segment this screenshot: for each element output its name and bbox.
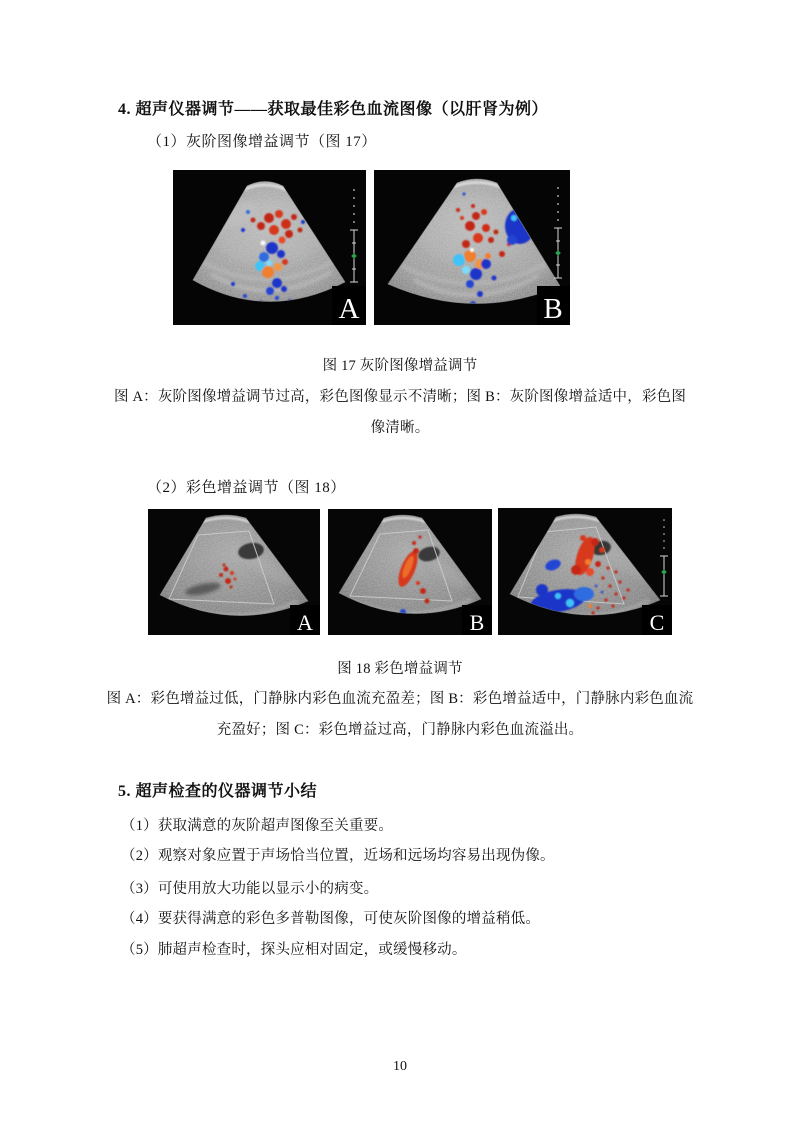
- figure17-caption: 图 17 灰阶图像增益调节: [322, 358, 478, 374]
- panel-label-box: [537, 286, 570, 325]
- panel-label-box: [332, 286, 366, 325]
- ultrasound-image-fig18-a: [148, 509, 320, 635]
- page-number: 10: [393, 1059, 407, 1074]
- ultrasound-image-fig17-b: [374, 170, 570, 325]
- section5-heading: 5. 超声检查的仪器调节小结: [118, 783, 318, 800]
- section5-item-5: （5）肺超声检查时，探头应相对固定，或缓慢移动。: [121, 942, 467, 958]
- figure18-caption: 图 18 彩色增益调节: [337, 661, 463, 677]
- panel-label-box: [642, 605, 672, 635]
- panel-label: B: [469, 610, 485, 635]
- panel-label-box: [462, 605, 492, 635]
- panel-label-box: [290, 605, 320, 635]
- panel-label: A: [338, 293, 360, 325]
- section4-sub1-heading: （1）灰阶图像增益调节（图 17）: [147, 134, 377, 150]
- ultrasound-image-fig18-c: [498, 508, 672, 635]
- panel-label: C: [649, 610, 665, 635]
- ultrasound-image-fig18-b: [328, 509, 492, 635]
- figure17-description-line2: 像清晰。: [370, 420, 430, 436]
- figure18-description-line2: 充盈好；图 C：彩色增益过高，门静脉内彩色血流溢出。: [216, 722, 584, 738]
- section5-item-2: （2）观察对象应置于声场恰当位置，近场和远场均容易出现伪像。: [121, 848, 555, 864]
- section4-heading: 4. 超声仪器调节——获取最佳彩色血流图像（以肝肾为例）: [118, 101, 549, 118]
- section4-sub2-heading: （2）彩色增益调节（图 18）: [147, 480, 346, 496]
- ultrasound-image-fig17-a: [173, 170, 366, 325]
- panel-label: A: [297, 610, 313, 635]
- figure17-description-line1: 图 A：灰阶图像增益调节过高，彩色图像显示不清晰；图 B：灰阶图像增益适中，彩色图: [113, 389, 687, 405]
- figure18-description-line1: 图 A：彩色增益过低，门静脉内彩色血流充盈差；图 B：彩色增益适中，门静脉内彩色血流: [106, 691, 694, 707]
- section5-item-1: （1）获取满意的灰阶超声图像至关重要。: [121, 818, 394, 834]
- panel-label: B: [543, 293, 563, 325]
- section5-item-3: （3）可使用放大功能以显示小的病变。: [121, 881, 379, 897]
- section5-item-4: （4）要获得满意的彩色多普勒图像，可使灰阶图像的增益稍低。: [121, 911, 541, 927]
